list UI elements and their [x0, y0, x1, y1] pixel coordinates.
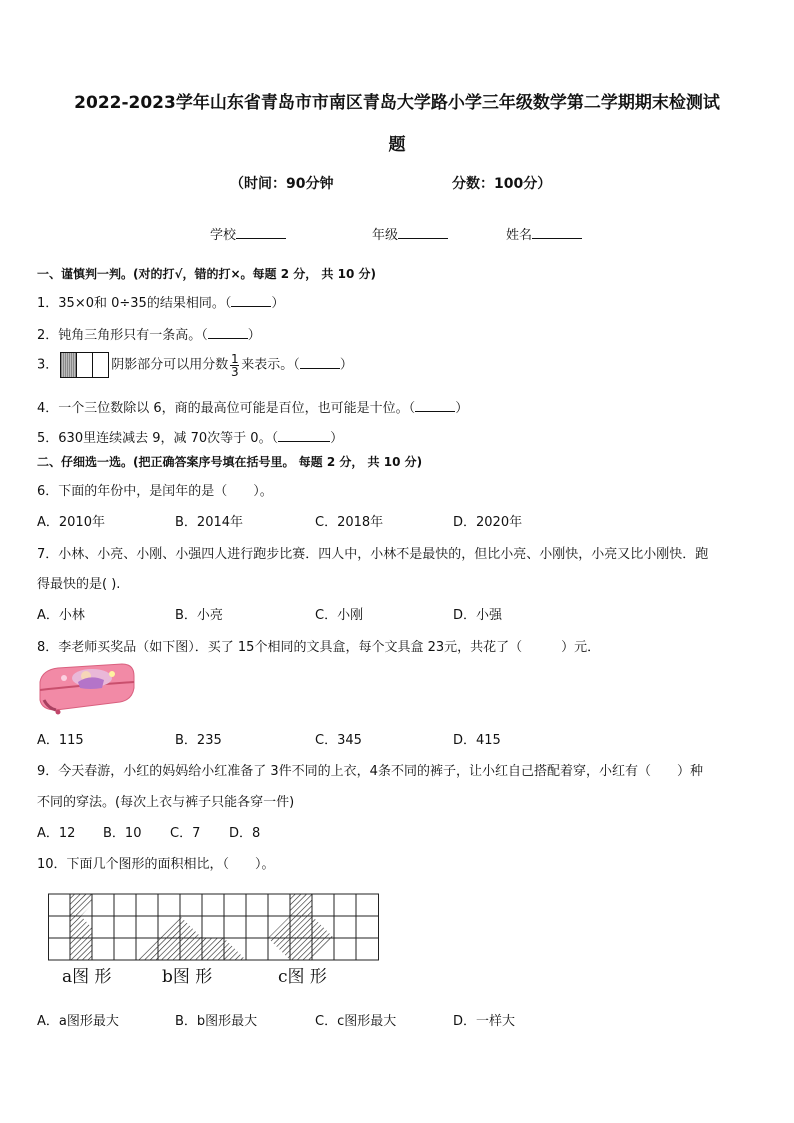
- section2-heading: 二、仔细选一选。(把正确答案序号填在括号里。 每题 2 分， 共 10 分): [37, 455, 423, 469]
- question-8: 8．李老师买奖品（如下图）．买了 15个相同的文具盒，每个文具盒 23元，共花了（ ）元．: [37, 640, 601, 655]
- q9-option-a[interactable]: A．12: [37, 826, 76, 841]
- q8-option-a[interactable]: A．115: [37, 733, 84, 748]
- answer-blank-4[interactable]: [415, 398, 455, 412]
- question-9-line2: 不同的穿法。(每次上衣与裤子只能各穿一件): [37, 795, 295, 810]
- q6-option-c[interactable]: C．2018年: [315, 515, 384, 530]
- answer-blank-5[interactable]: [278, 428, 330, 442]
- q9-option-c[interactable]: C．7: [170, 826, 201, 841]
- question-5: 5．630里连续减去 9，减 70次等于 0。（ ）: [37, 427, 343, 446]
- q10-option-b[interactable]: B．b图形最大: [175, 1014, 258, 1029]
- q10-option-d[interactable]: D．一样大: [453, 1014, 516, 1029]
- q7-option-c[interactable]: C．小刚: [315, 608, 364, 623]
- fraction-strip-figure: [60, 352, 109, 378]
- grade-label: 年级: [372, 228, 399, 243]
- answer-blank-1[interactable]: [231, 293, 271, 307]
- school-blank[interactable]: [236, 225, 286, 239]
- q8-option-c[interactable]: C．345: [315, 733, 362, 748]
- page-title-continued: 题: [388, 135, 406, 155]
- area-comparison-grid: [48, 892, 384, 962]
- name-label: 姓名: [506, 228, 533, 243]
- name-blank[interactable]: [532, 225, 582, 239]
- question-1: 1．35×0和 0÷35的结果相同。（ ）: [37, 292, 284, 311]
- q6-option-a[interactable]: A．2010年: [37, 515, 105, 530]
- q7-option-a[interactable]: A．小林: [37, 608, 85, 623]
- page-title: 2022-2023学年山东省青岛市市南区青岛大学路小学三年级数学第二学期期末检测试: [74, 93, 720, 113]
- answer-blank-2[interactable]: [208, 325, 248, 339]
- figure-a-shape: [70, 894, 92, 960]
- question-9-line1: 9．今天春游，小红的妈妈给小红准备了 3件不同的上衣，4条不同的裤子，让小红自己搭配着穿，小红有（ ）种: [37, 764, 703, 779]
- exam-score: 分数：100分）: [452, 176, 552, 192]
- figure-a-label: a图 形: [62, 967, 112, 987]
- school-label: 学校: [210, 228, 237, 243]
- question-7-line1: 7．小林、小亮、小刚、小强四人进行跑步比赛．四人中，小林不是最快的，但比小亮、小刚快，小亮又比小刚快．跑: [37, 547, 709, 562]
- q10-option-c[interactable]: C．c图形最大: [315, 1014, 397, 1029]
- figure-b-label: b图 形: [162, 967, 213, 987]
- q8-option-d[interactable]: D．415: [453, 733, 501, 748]
- q9-option-d[interactable]: D．8: [229, 826, 261, 841]
- pencil-case-image: [34, 660, 138, 718]
- q8-option-b[interactable]: B．235: [175, 733, 222, 748]
- q10-option-a[interactable]: A．a图形最大: [37, 1014, 119, 1029]
- grade-field: [372, 224, 448, 243]
- school-field: [210, 224, 286, 243]
- question-7-line2: 得最快的是( ).: [37, 577, 121, 592]
- q6-option-b[interactable]: B．2014年: [175, 515, 244, 530]
- section1-heading: 一、谨慎判一判。(对的打√，错的打×。每题 2 分， 共 10 分): [37, 267, 376, 281]
- q7-option-b[interactable]: B．小亮: [175, 608, 223, 623]
- question-4: 4．一个三位数除以 6，商的最高位可能是百位，也可能是十位。（ ）: [37, 397, 468, 416]
- question-3: 3． 阴影部分可以用分数 $\frac{1}{3}$ 来表示。（ ）: [37, 351, 353, 379]
- figure-c-label: c图 形: [278, 967, 327, 987]
- q6-option-d[interactable]: D．2020年: [453, 515, 523, 530]
- fraction-one-third: $\frac{1}{3}$: [230, 351, 239, 379]
- question-2: 2．钝角三角形只有一条高。（ ）: [37, 324, 261, 343]
- q9-option-b[interactable]: B．10: [103, 826, 142, 841]
- question-6: 6．下面的年份中，是闰年的是（ ）。: [37, 484, 273, 499]
- figure-c-shape: [268, 894, 334, 960]
- name-field: [506, 224, 582, 243]
- exam-time: （时间：90分钟: [230, 176, 334, 192]
- question-10: 10．下面几个图形的面积相比，（ ）。: [37, 857, 275, 872]
- grade-blank[interactable]: [398, 225, 448, 239]
- q7-option-d[interactable]: D．小强: [453, 608, 503, 623]
- answer-blank-3[interactable]: [300, 355, 340, 369]
